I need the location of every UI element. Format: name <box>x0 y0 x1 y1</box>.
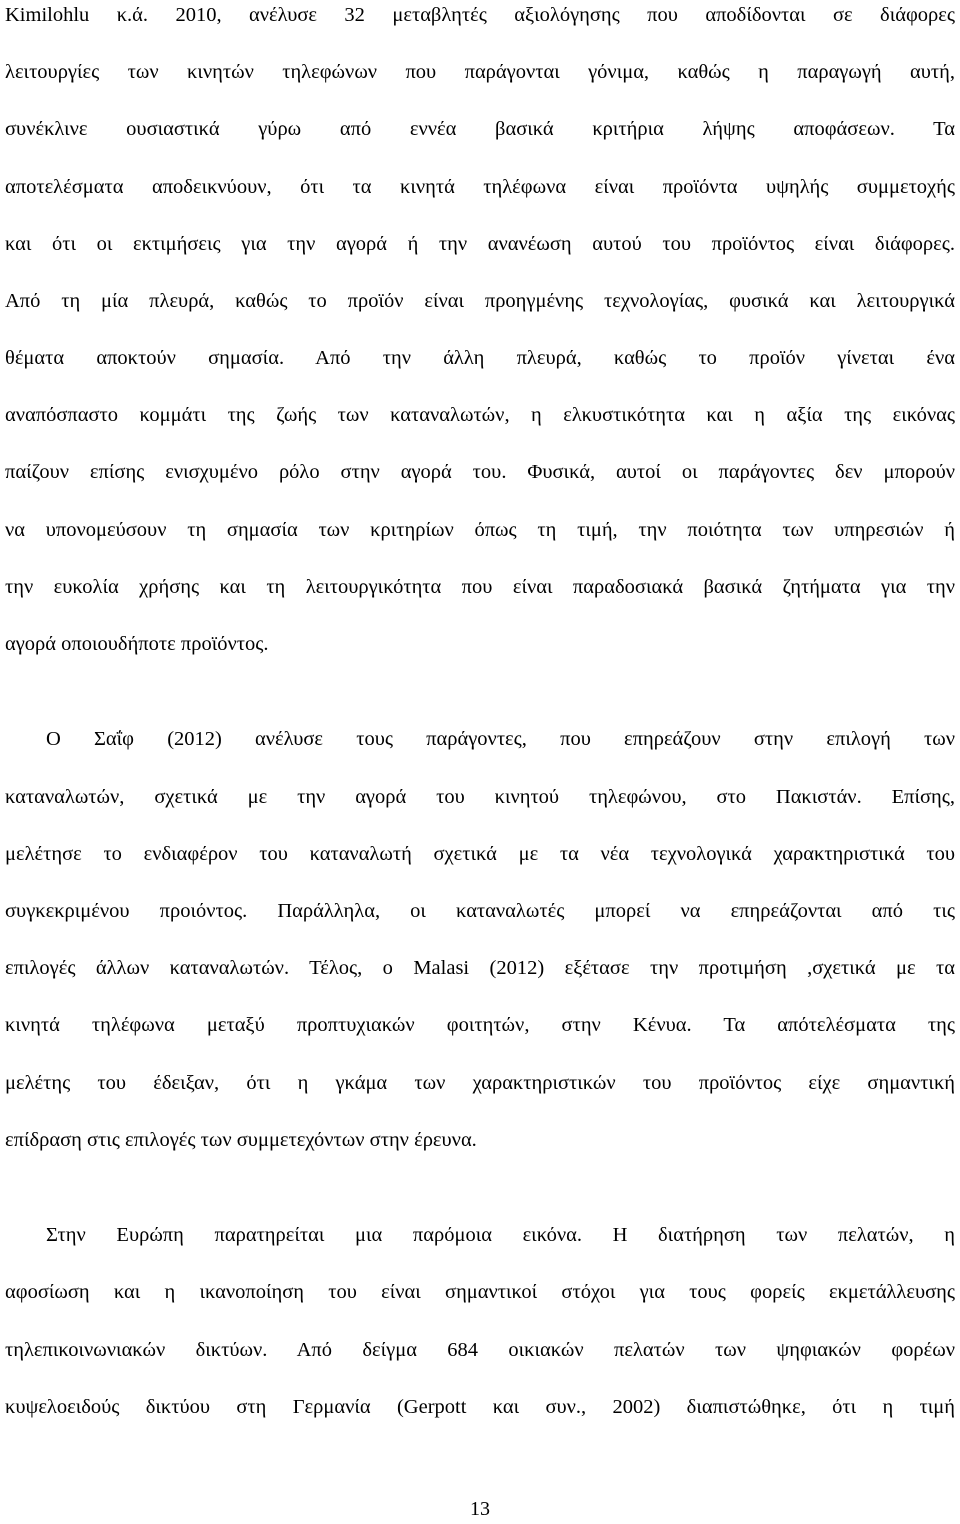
text-line: λειτουργίες των κινητών τηλεφώνων που παράγονται γόνιμα, καθώς η παραγωγή αυτή, <box>5 61 955 83</box>
text-line: αφοσίωση και η ικανοποίηση του είναι σημαντικοί στόχοι για τους φορείς εκμετάλλευσης <box>5 1281 955 1303</box>
text-line: Από τη μία πλευρά, καθώς το προϊόν είναι προηγμένης τεχνολογίας, φυσικά και λειτουργικά <box>5 290 955 312</box>
text-line: Kimilohlu κ.ά. 2010, ανέλυσε 32 μεταβλητές αξιολόγησης που αποδίδονται σε διάφορες <box>5 4 955 26</box>
text-line: να υπονομεύσουν τη σημασία των κριτηρίων όπως τη τιμή, την ποιότητα των υπηρεσιών ή <box>5 519 955 541</box>
text-line: τηλεπικοινωνιακών δικτύων. Από δείγμα 684 οικιακών πελατών των ψηφιακών φορέων <box>5 1339 955 1361</box>
text-line: Ο Σαΐφ (2012) ανέλυσε τους παράγοντες, που επηρεάζουν στην επιλογή των <box>46 728 955 750</box>
text-line: επιλογές άλλων καταναλωτών. Τέλος, ο Malasi (2012) εξέτασε την προτιμήση ,σχετικά με τα <box>5 957 955 979</box>
text-line: την ευκολία χρήσης και τη λειτουργικότητα που είναι παραδοσιακά βασικά ζητήματα για την <box>5 576 955 598</box>
text-line: κυψελοειδούς δικτύου στη Γερμανία (Gerpott και συν., 2002) διαπιστώθηκε, ότι η τιμή <box>5 1396 955 1418</box>
text-line: αγορά οποιουδήποτε προϊόντος. <box>5 633 269 655</box>
text-line: αναπόσπαστο κομμάτι της ζωής των καταναλωτών, η ελκυστικότητα και η αξία της εικόνας <box>5 404 955 426</box>
text-line: και ότι οι εκτιμήσεις για την αγορά ή την ανανέωση αυτού του προϊόντος είναι διάφορες. <box>5 233 955 255</box>
text-line: κινητά τηλέφωνα μεταξύ προπτυχιακών φοιτητών, στην Κένυα. Τα απότελέσματα της <box>5 1014 955 1036</box>
text-line: Στην Ευρώπη παρατηρείται μια παρόμοια εικόνα. Η διατήρηση των πελατών, η <box>46 1224 955 1246</box>
text-line: επίδραση στις επιλογές των συμμετεχόντων στην έρευνα. <box>5 1129 477 1151</box>
text-line: μελέτης του έδειξαν, ότι η γκάμα των χαρακτηριστικών του προϊόντος είχε σημαντική <box>5 1072 955 1094</box>
text-line: μελέτησε το ενδιαφέρον του καταναλωτή σχετικά με τα νέα τεχνολογικά χαρακτηριστικά του <box>5 843 955 865</box>
page-number: 13 <box>470 1498 490 1520</box>
text-line: παίζουν επίσης ενισχυμένο ρόλο στην αγορά του. Φυσικά, αυτοί οι παράγοντες δεν μπορούν <box>5 461 955 483</box>
text-line: αποτελέσματα αποδεικνύουν, ότι τα κινητά τηλέφωνα είναι προϊόντα υψηλής συμμετοχής <box>5 176 955 198</box>
text-line: καταναλωτών, σχετικά με την αγορά του κινητού τηλεφώνου, στο Πακιστάν. Επίσης, <box>5 786 955 808</box>
text-line: συγκεκριμένου προιόντος. Παράλληλα, οι καταναλωτές μπορεί να επηρεάζονται από τις <box>5 900 955 922</box>
text-line: θέματα αποκτούν σημασία. Από την άλλη πλευρά, καθώς το προϊόν γίνεται ένα <box>5 347 955 369</box>
text-line: συνέκλινε ουσιαστικά γύρω από εννέα βασικά κριτήρια λήψης αποφάσεων. Τα <box>5 118 955 140</box>
